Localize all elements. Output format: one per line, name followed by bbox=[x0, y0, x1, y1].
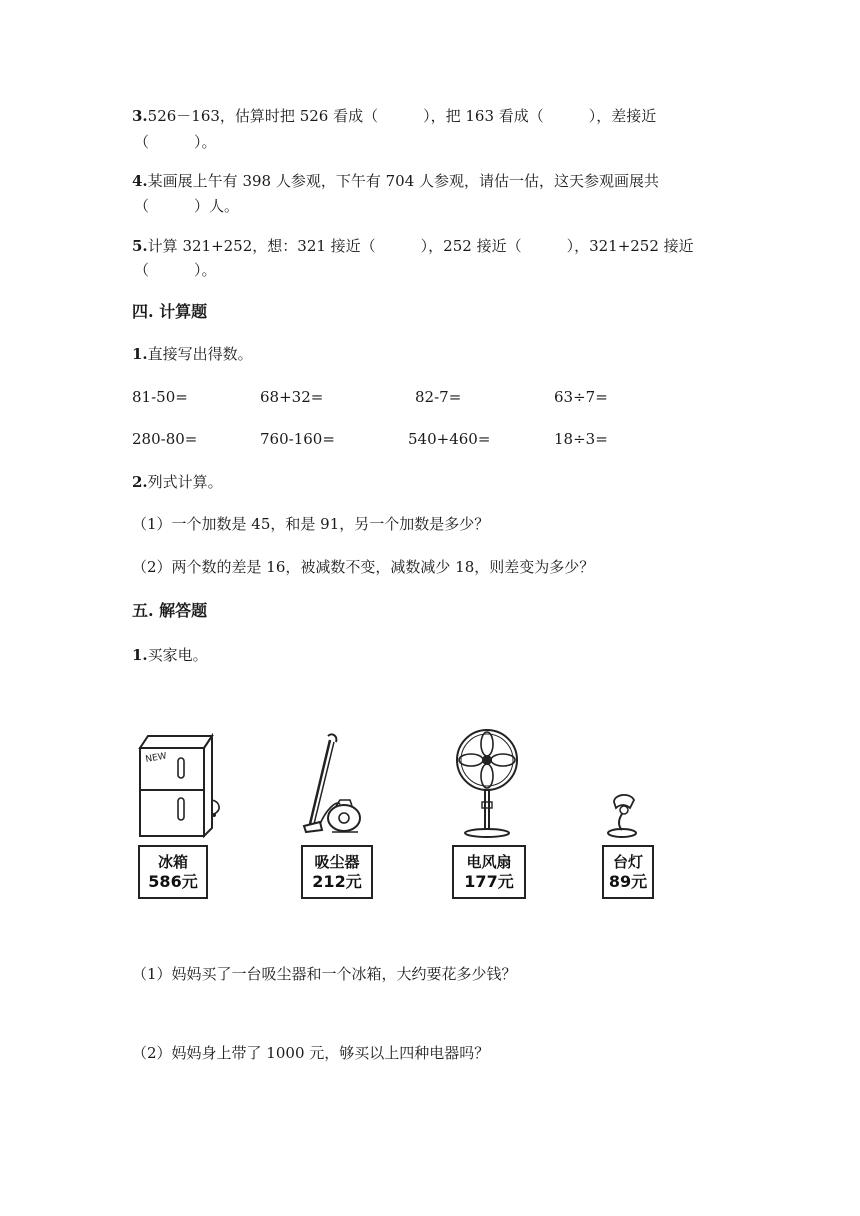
refrigerator-icon bbox=[134, 730, 224, 840]
question-4 bbox=[132, 171, 659, 191]
question-4-continuation: （ ）人。 bbox=[134, 197, 240, 215]
vacuum-cleaner-icon bbox=[300, 730, 370, 840]
price-tag-lamp bbox=[602, 845, 654, 899]
calc-item: 82-7= bbox=[415, 388, 462, 406]
question-number: 5. bbox=[132, 237, 148, 255]
section-5-question-1 bbox=[132, 645, 208, 665]
price-tag-vacuum bbox=[301, 845, 373, 899]
section-4-question-2 bbox=[132, 472, 223, 492]
price-tag-fan bbox=[452, 845, 526, 899]
question-text: 直接写出得数。 bbox=[147, 345, 253, 363]
calc-item: 63÷7= bbox=[554, 388, 608, 406]
appliance-price: 89元 bbox=[608, 872, 648, 891]
question-number: 4. bbox=[132, 172, 148, 190]
question-5 bbox=[132, 236, 694, 256]
calc-item: 81-50= bbox=[132, 388, 188, 406]
electric-fan-icon bbox=[452, 726, 522, 840]
appliance-price: 586元 bbox=[148, 872, 198, 891]
section-4-title: 四. 计算题 bbox=[132, 302, 208, 321]
calc-item: 280-80= bbox=[132, 430, 198, 448]
sub-question-1: （1）妈妈买了一台吸尘器和一个冰箱，大约要花多少钱？ bbox=[132, 965, 517, 983]
question-text: 某画展上午有 398 人参观，下午有 704 人参观，请估一估，这天参观画展共 bbox=[147, 172, 660, 190]
question-number: 1. bbox=[132, 646, 148, 664]
question-text: 计算 321+252，想：321 接近（ ），252 接近（ ），321+252 接近 bbox=[147, 237, 694, 255]
appliance-name: 台灯 bbox=[612, 853, 643, 871]
question-number: 3. bbox=[132, 107, 148, 125]
desk-lamp-icon bbox=[602, 790, 642, 840]
calc-item: 18÷3= bbox=[554, 430, 608, 448]
question-3 bbox=[132, 106, 656, 126]
question-text: 526－163，估算时把 526 看成（ ），把 163 看成（ ），差接近 bbox=[147, 107, 657, 125]
appliance-name: 冰箱 bbox=[157, 853, 188, 871]
sub-question-2: （2）两个数的差是 16，被减数不变，减数减少 18，则差变为多少？ bbox=[132, 558, 595, 576]
question-text: 列式计算。 bbox=[147, 473, 223, 491]
section-4-question-1 bbox=[132, 344, 253, 364]
question-5-continuation: （ ）。 bbox=[134, 261, 217, 279]
question-number: 2. bbox=[132, 473, 148, 491]
question-text: 买家电。 bbox=[147, 646, 208, 664]
sub-question-2: （2）妈妈身上带了 1000 元，够买以上四种电器吗？ bbox=[132, 1044, 490, 1062]
fridge-logo: NEW bbox=[144, 751, 168, 765]
calc-item: 68+32= bbox=[260, 388, 324, 406]
appliance-name: 电风扇 bbox=[466, 853, 512, 871]
section-5-title: 五. 解答题 bbox=[132, 601, 208, 620]
price-tag-refrigerator bbox=[138, 845, 208, 899]
calc-item: 760-160= bbox=[260, 430, 335, 448]
question-number: 1. bbox=[132, 345, 148, 363]
calc-item: 540+460= bbox=[408, 430, 491, 448]
appliance-price: 177元 bbox=[464, 872, 514, 891]
sub-question-1: （1）一个加数是 45，和是 91，另一个加数是多少？ bbox=[132, 515, 490, 533]
question-3-continuation: （ ）。 bbox=[134, 133, 217, 151]
appliance-price: 212元 bbox=[312, 872, 362, 891]
appliance-name: 吸尘器 bbox=[314, 853, 360, 871]
